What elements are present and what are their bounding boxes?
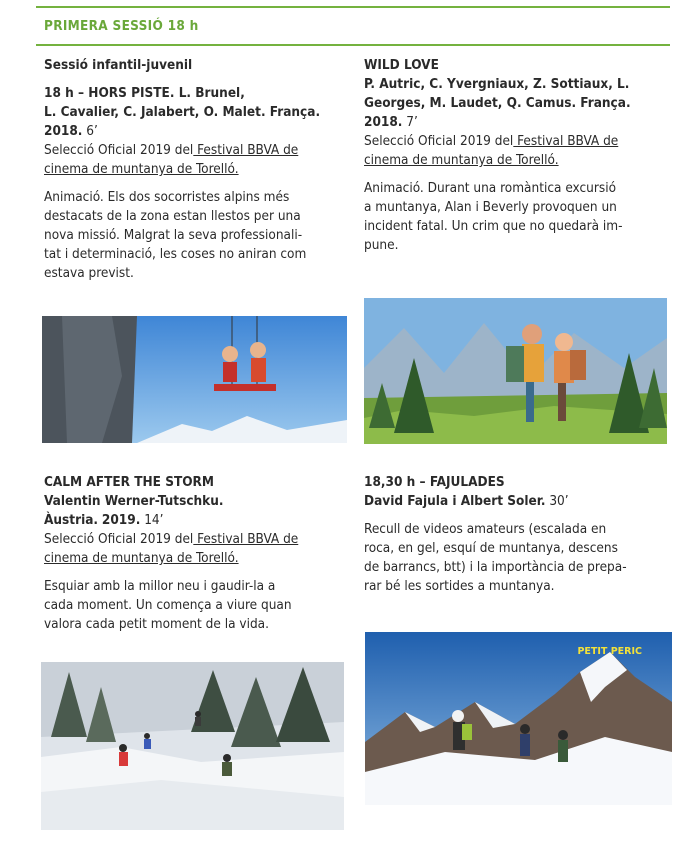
film-year: 2019. <box>101 512 141 528</box>
description-line: tat i determinació, les coses no aniran com <box>44 246 307 262</box>
description-line: de barrancs, btt) i la importància de prepa- <box>364 559 627 575</box>
description-line: incident fatal. Un crim que no quedarà im- <box>364 218 623 234</box>
film-year: 2018. <box>364 114 403 130</box>
description-line: Animació. Durant una romàntica excursió <box>364 180 616 196</box>
festival-link-cont[interactable]: cinema de muntanya de Torelló. <box>44 161 239 177</box>
film-year: 2018. <box>44 123 83 139</box>
description-line: estava previst. <box>44 265 134 281</box>
film-duration: 14’ <box>144 512 164 528</box>
film-duration: 6’ <box>86 123 98 139</box>
film-title: 18 h – HORS PISTE. L. Brunel, <box>44 85 245 101</box>
film-authors: P. Autric, C. Yvergniaux, Z. Sottiaux, L. <box>364 76 630 92</box>
film-image-calm-after-the-storm <box>41 662 344 830</box>
film-title: 18,30 h – FAJULADES <box>364 474 505 490</box>
selection-text: Selecció Oficial 2019 del <box>44 531 194 547</box>
film-authors: L. Cavalier, C. Jalabert, O. Malet. França. <box>44 104 321 120</box>
film-subheading: Sessió infantil-juvenil <box>44 57 193 73</box>
session-rule <box>36 44 670 46</box>
festival-link[interactable]: Festival BBVA de <box>193 531 299 547</box>
film-authors: Valentin Werner-Tutschku. <box>44 493 224 509</box>
film-authors: David Fajula i Albert Soler. <box>364 493 546 509</box>
description-line: nova missió. Malgrat la seva professionali- <box>44 227 303 243</box>
film-image-wild-love <box>364 298 667 444</box>
film-country: Àustria. <box>44 512 99 528</box>
festival-link[interactable]: Festival BBVA de <box>513 133 619 149</box>
session-title: PRIMERA SESSIÓ 18 h <box>44 18 199 34</box>
festival-link[interactable]: Festival BBVA de <box>193 142 299 158</box>
description-line: roca, en gel, esquí de muntanya, descens <box>364 540 618 556</box>
film-title: WILD LOVE <box>364 57 439 73</box>
description-line: pune. <box>364 237 399 253</box>
description-line: valora cada petit moment de la vida. <box>44 616 269 632</box>
film-card-hors-piste <box>44 56 350 283</box>
festival-link-cont[interactable]: cinema de muntanya de Torelló. <box>364 152 559 168</box>
film-duration: 7’ <box>406 114 418 130</box>
description-line: Esquiar amb la millor neu i gaudir-la a <box>44 578 276 594</box>
film-card-fajulades <box>364 473 670 596</box>
description-line: cada moment. Un comença a viure quan <box>44 597 292 613</box>
selection-text: Selecció Oficial 2019 del <box>364 133 514 149</box>
top-rule <box>36 6 670 8</box>
description-line: rar bé les sortides a muntanya. <box>364 578 555 594</box>
festival-link-cont[interactable]: cinema de muntanya de Torelló. <box>44 550 239 566</box>
description-line: destacats de la zona estan llestos per una <box>44 208 301 224</box>
description-line: Recull de videos amateurs (escalada en <box>364 521 607 537</box>
selection-text: Selecció Oficial 2019 del <box>44 142 194 158</box>
film-image-fajulades <box>365 632 672 805</box>
description-line: a muntanya, Alan i Beverly provoquen un <box>364 199 617 215</box>
description-line: Animació. Els dos socorristes alpins més <box>44 189 290 205</box>
film-card-wild-love <box>364 56 670 255</box>
film-card-calm-after-the-storm <box>44 473 350 634</box>
film-image-hors-piste <box>42 316 347 443</box>
film-duration: 30’ <box>549 493 569 509</box>
image-caption: PETIT PERIC <box>577 646 642 657</box>
film-authors-cont: Georges, M. Laudet, Q. Camus. França. <box>364 95 631 111</box>
film-title: CALM AFTER THE STORM <box>44 474 215 490</box>
